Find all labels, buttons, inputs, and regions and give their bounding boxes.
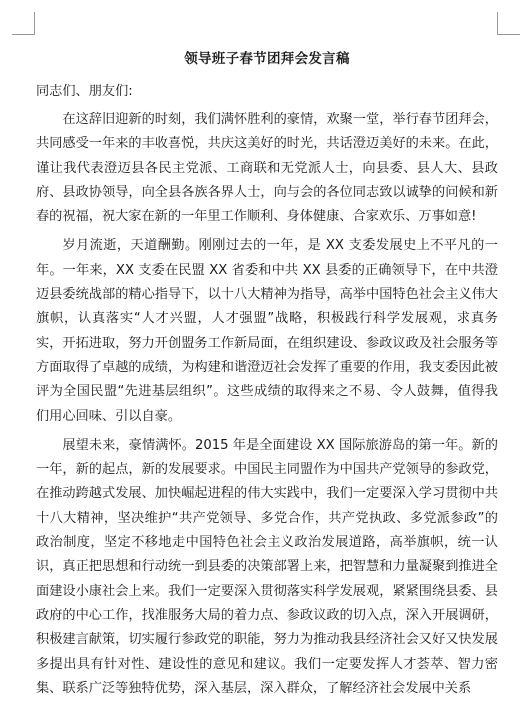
paragraph-2: 岁月流逝，天道酬勤。刚刚过去的一年，是 XX 支委发展史上不平凡的一年。一年来，XX 支委在民盟 XX 省委和中共 XX 县委的正确领导下，在中共澄迈县委统战部的精心指导下，以十八大精神为指导，高举中国特色社会主义伟大旗帜，认真落实“人才兴盟，人才强盟”战略，积极践行科学发展观，求真务实，开拓进取，努力开创盟务工作新局面，在组织建设、参政议政及社会服务等方面取得了卓越的成绩，为构建和谐澄迈社会发挥了重要的作用，我支委因此被评为全国民盟“先进基层组织”。这些成绩的取得来之不易、令人鼓舞，值得我们用心回味、引以自豪。 [36, 238, 498, 424]
page-corner-mark-top-right [497, 12, 520, 35]
page-corner-mark-top-left [12, 12, 35, 35]
document-body [36, 48, 498, 706]
document-title: 领导班子春节团拜会发言稿 [184, 51, 350, 67]
salutation: 同志们、朋友们: [36, 84, 133, 99]
paragraph-3: 展望未来，豪情满怀。2015 年是全面建设 XX 国际旅游岛的第一年。新的一年，新的起点，新的发展要求。中国民主同盟作为中国共产党领导的参政党，在推动跨越式发展、加快崛起进程的伟大实践中，我们一定要深入学习贯彻中共十八大精神，坚决维护“共产党领导、多党合作，共产党执政、多党派参政”的政治制度，坚定不移地走中国特色社会主义政治发展道路，高举旗帜，统一认识，真正把思想和行动统一到县委的决策部署上来，把智慧和力量凝聚到推进全面建设小康社会上来。我们一定要深入贯彻落实科学发展观，紧紧围绕县委、县政府的中心工作，找准服务大局的着力点、参政议政的切入点，深入开展调研，积极建言献策，切实履行参政党的职能，努力为推动我县经济社会又好又快发展多提出具有针对性、建设性的意见和建议。我们一定要发挥人才荟萃、智力密集、联系广泛等独特优势，深入基层，深入群众，了解经济社会发展中关系 [36, 437, 498, 696]
paragraph-1: 在这辞旧迎新的时刻，我们满怀胜利的豪情，欢聚一堂，举行春节团拜会，共同感受一年来的丰收喜悦，共庆这美好的时光，共话澄迈美好的未来。在此，谨让我代表澄迈县各民主党派、工商联和无党派人士，向县委、县人大、县政府、县政协领导，向全县各族各界人士，向与会的各位同志致以诚挚的问候和新春的祝福，祝大家在新的一年里工作顺利、身体健康、合家欢乐、万事如意! [36, 112, 498, 225]
